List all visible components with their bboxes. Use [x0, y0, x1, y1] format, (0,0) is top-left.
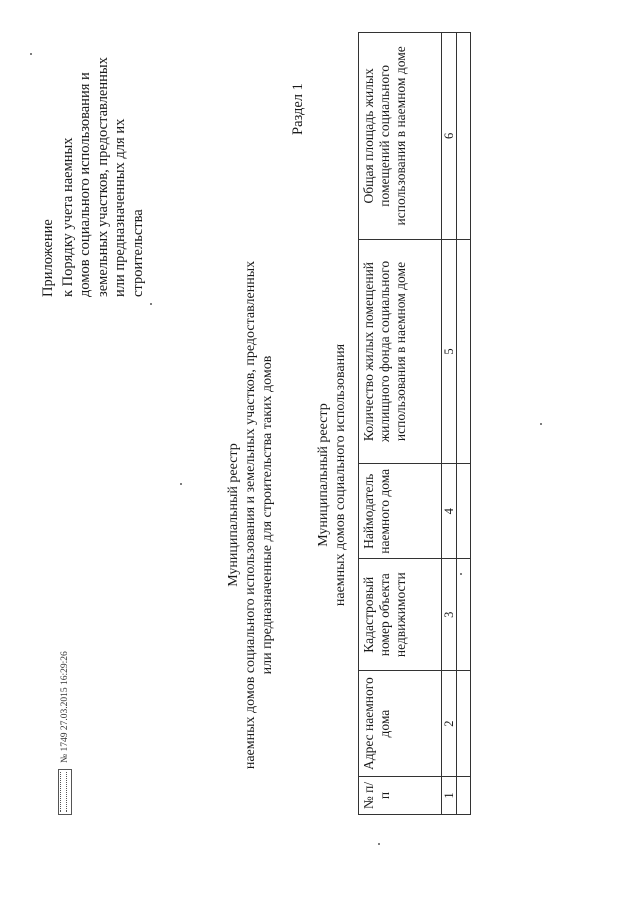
main-title-line: наемных домов социального использования и земельных участков, предоставленных	[243, 260, 258, 770]
empty-cell	[457, 464, 471, 559]
col-header-room-count: Количество жилых помещений жилищного фонда социального использования в наемном доме	[359, 239, 442, 464]
appendix-line: к Порядку учета наемных	[59, 137, 76, 297]
col-header-landlord: Наймодатель наемного дома	[359, 464, 442, 559]
stamp-text: № 1749 27.03.2015 16:29:26	[60, 651, 70, 763]
section-label: Раздел 1	[290, 83, 306, 135]
main-title	[225, 165, 276, 865]
sub-title	[315, 145, 349, 805]
col-number-cell: 3	[442, 559, 457, 671]
sub-title-line: наемных домов социального использования	[333, 343, 348, 607]
scan-speck	[540, 423, 542, 425]
main-title-line: Муниципальный реестр	[226, 443, 241, 587]
table-header-row	[359, 33, 442, 815]
registry-table	[358, 32, 471, 815]
empty-cell	[457, 559, 471, 671]
col-number-cell: 2	[442, 671, 457, 777]
col-number-cell: 4	[442, 464, 457, 559]
appendix-block	[40, 27, 147, 297]
appendix-line: земельных участков, предоставленных	[94, 57, 111, 297]
table-row	[457, 33, 471, 815]
table-row	[442, 33, 457, 815]
col-header-cadastral: Кадастровый номер объекта недвижимости	[359, 559, 442, 671]
scan-speck	[378, 843, 380, 845]
document-stamp	[58, 651, 72, 815]
empty-cell	[457, 33, 471, 240]
main-title-line: или предназначенные для строительства таких домов	[260, 355, 275, 675]
scan-speck	[150, 303, 152, 305]
col-number-cell: 5	[442, 239, 457, 464]
col-number-cell: 6	[442, 33, 457, 240]
empty-cell	[457, 777, 471, 815]
appendix-line: домов социального использования и	[77, 72, 93, 297]
col-number-cell: 1	[442, 777, 457, 815]
appendix-line: или предназначенных для их	[112, 118, 128, 297]
empty-cell	[457, 239, 471, 464]
scan-speck	[180, 483, 182, 485]
stamp-logo-icon	[58, 769, 72, 815]
appendix-line: строительства	[129, 209, 146, 297]
sub-title-line: Муниципальный реестр	[316, 403, 331, 547]
col-header-address: Адрес наемного дома	[359, 671, 442, 777]
scan-speck	[460, 573, 462, 575]
scan-speck	[30, 53, 32, 55]
col-header-number: № п/п	[359, 777, 442, 815]
empty-cell	[457, 671, 471, 777]
appendix-title: Приложение	[40, 219, 56, 297]
col-header-total-area: Общая площадь жилых помещений социального использования в наемном доме	[359, 33, 442, 240]
